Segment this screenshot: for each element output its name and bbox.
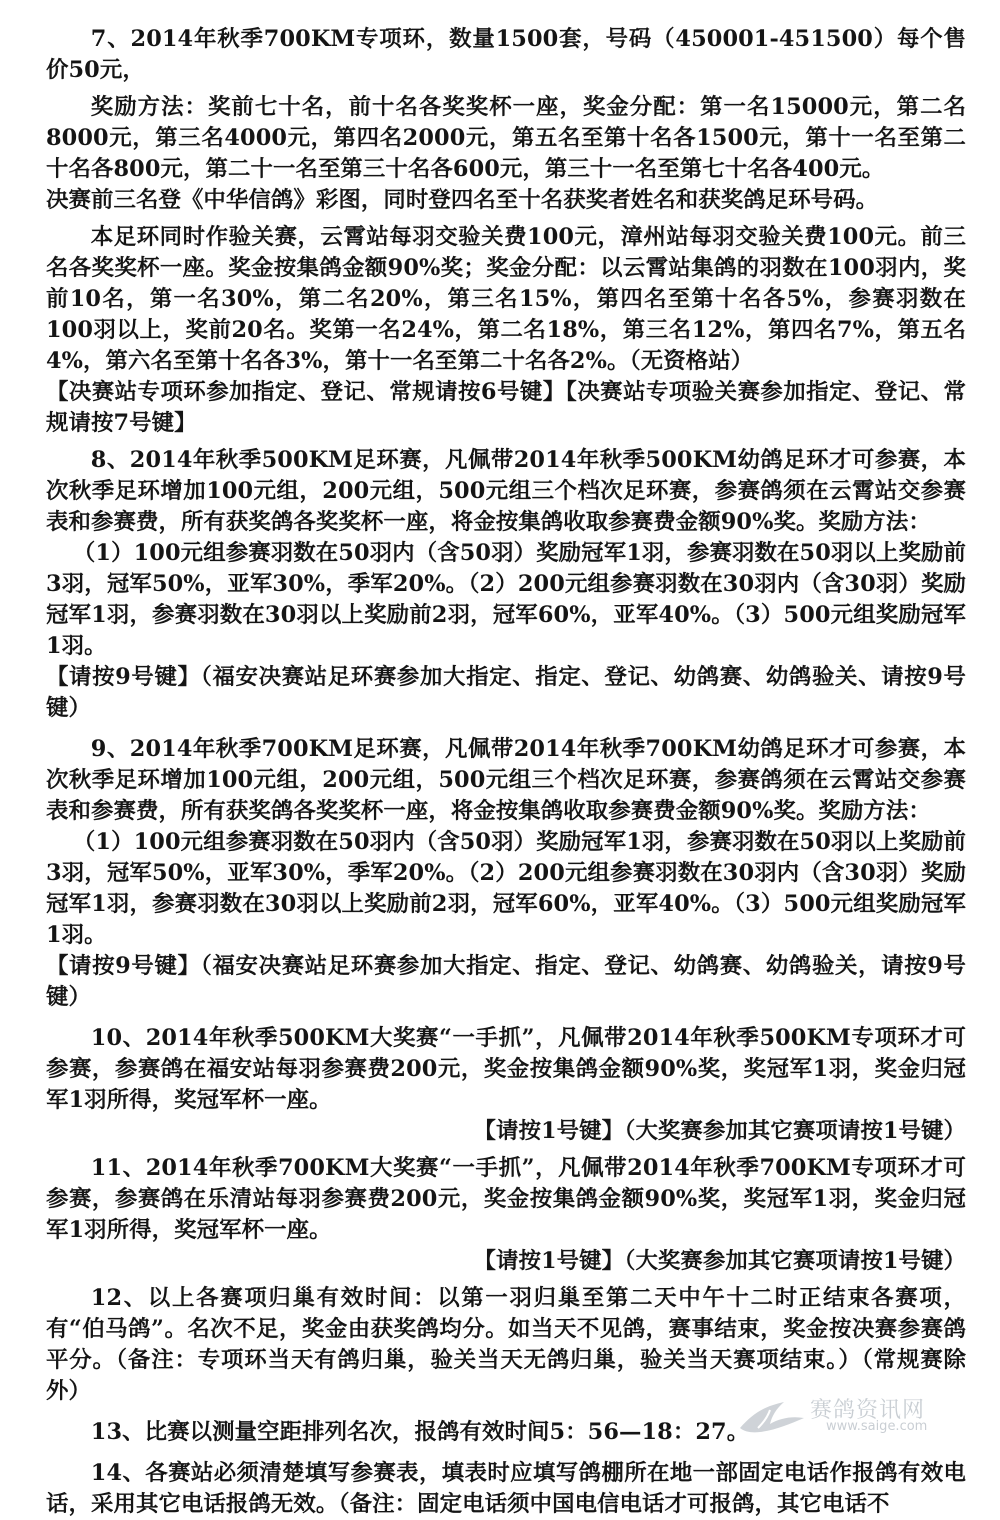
item-8-reward-groups: （1）100元组参赛羽数在50羽内（含50羽）奖励冠军1羽，参赛羽数在50羽以上奖励前3羽，冠军50%，亚军30%，季军20%。（2）200元组参赛羽数在30羽内（含30羽）奖励冠军1羽，参赛羽数在30羽以上奖励前2羽，冠军60%，亚军40%。（3）500元组奖励冠军1羽。 [46,540,966,659]
watermark-site-url: www.saige.com [826,1419,928,1434]
item-12-valid-time: 12、以上各赛项归巢有效时间：以第一羽归巢至第二天中午十二时正结束各赛项，有“伯马鸽”。名次不足，奖金由获奖鸽均分。如当天不见鸽，赛事结束，奖金按决赛参赛鸽平分。（备注：专项环当天有鸽归巢，验关当天无鸽归巢，验关当天赛项结束。）（常规赛除外） [46,1285,966,1404]
item-11-key-instructions: 【请按1号键】（大奖赛参加其它赛项请按1号键） [473,1248,966,1274]
item-8-key-instructions: 【请按9号键】（福安决赛站足环赛参加大指定、指定、登记、幼鸽赛、幼鸽验关、请按9号键） [46,664,966,721]
item-9-reward-groups: （1）100元组参赛羽数在50羽内（含50羽）奖励冠军1羽，参赛羽数在50羽以上奖励前3羽，冠军50%，亚军30%，季军20%。（2）200元组参赛羽数在30羽内（含30羽）奖励冠军1羽，参赛羽数在30羽以上奖励前2羽，冠军60%，亚军40%。（3）500元组奖励冠军1羽。 [46,829,966,948]
item-7-heading: 7、2014年秋季700KM专项环，数量1500套，号码（450001-451500）每个售价50元， [46,26,966,83]
item-7-reward-rules: 奖励方法：奖前七十名，前十名各奖奖杯一座，奖金分配：第一名15000元，第二名8000元，第三名4000元，第四名2000元，第五名至第十名各1500元，第十一名至第二十名各800元，第二十一名至第三十名各600元，第三十一名至第七十名各400元。 [46,94,966,182]
item-13-ranking-rule: 13、比赛以测量空距排列名次，报鸽有效时间5：56—18：27。 [90,1419,750,1445]
item-10-key-instructions: 【请按1号键】（大奖赛参加其它赛项请按1号键） [473,1118,966,1144]
item-9-key-instructions: 【请按9号键】（福安决赛站足环赛参加大指定、指定、登记、幼鸽赛、幼鸽验关，请按9号键） [46,953,966,1010]
item-14-entry-form: 14、各赛站必须清楚填写参赛表，填表时应填写鸽棚所在地一部固定电话作报鸽有效电话，采用其它电话报鸽无效。（备注：固定电话须中国电信电话才可报鸽，其它电话不 [46,1460,966,1517]
item-7-key-instructions: 【决赛站专项环参加指定、登记、常规请按6号键】【决赛站专项验关赛参加指定、登记、常规请按7号键】 [46,379,966,436]
item-8-heading: 8、2014年秋季500KM足环赛，凡佩带2014年秋季500KM幼鸽足环才可参赛，本次秋季足环增加100元组，200元组，500元组三个档次足环赛，参赛鸽须在云霄站交参赛表和参赛费，所有获奖鸽各奖奖杯一座，将金按集鸽收取参赛费金额90%奖。奖励方法： [46,447,966,535]
item-7-check-race: 本足环同时作验关赛，云霄站每羽交验关费100元，漳州站每羽交验关费100元。前三名各奖奖杯一座。奖金按集鸽金额90%奖；奖金分配：以云霄站集鸽的羽数在100羽内，奖前10名，第一名30%，第二名20%，第三名15%，第四名至第十名各5%，参赛羽数在100羽以上，奖前20名。奖第一名24%，第二名18%，第三名12%，第四名7%，第五名4%，第六名至第十名各3%，第十一名至第二十名各2%。（无资格站） [46,224,966,374]
item-11-heading: 11、2014年秋季700KM大奖赛“一手抓”，凡佩带2014年秋季700KM专项环才可参赛，参赛鸽在乐清站每羽参赛费200元，奖金按集鸽金额90%奖，奖冠军1羽，奖金归冠军1羽所得，奖冠军杯一座。 [46,1155,966,1243]
site-watermark [736,1392,966,1440]
item-10-heading: 10、2014年秋季500KM大奖赛“一手抓”，凡佩带2014年秋季500KM专项环才可参赛，参赛鸽在福安站每羽参赛费200元，奖金按集鸽金额90%奖，奖冠军1羽，奖金归冠军1羽所得，奖冠军杯一座。 [46,1025,966,1113]
bird-logo-icon [736,1394,808,1438]
watermark-site-name: 赛鸽资讯网 [810,1398,926,1423]
item-9-heading: 9、2014年秋季700KM足环赛，凡佩带2014年秋季700KM幼鸽足环才可参赛，本次秋季足环增加100元组，200元组，500元组三个档次足环赛，参赛鸽须在云霄站交参赛表和参赛费，所有获奖鸽各奖奖杯一座，将金按集鸽收取参赛费金额90%奖。奖励方法： [46,736,966,824]
item-7-publication-note: 决赛前三名登《中华信鸽》彩图，同时登四名至十名获奖者姓名和获奖鸽足环号码。 [46,187,879,213]
document-page [46,24,966,1517]
